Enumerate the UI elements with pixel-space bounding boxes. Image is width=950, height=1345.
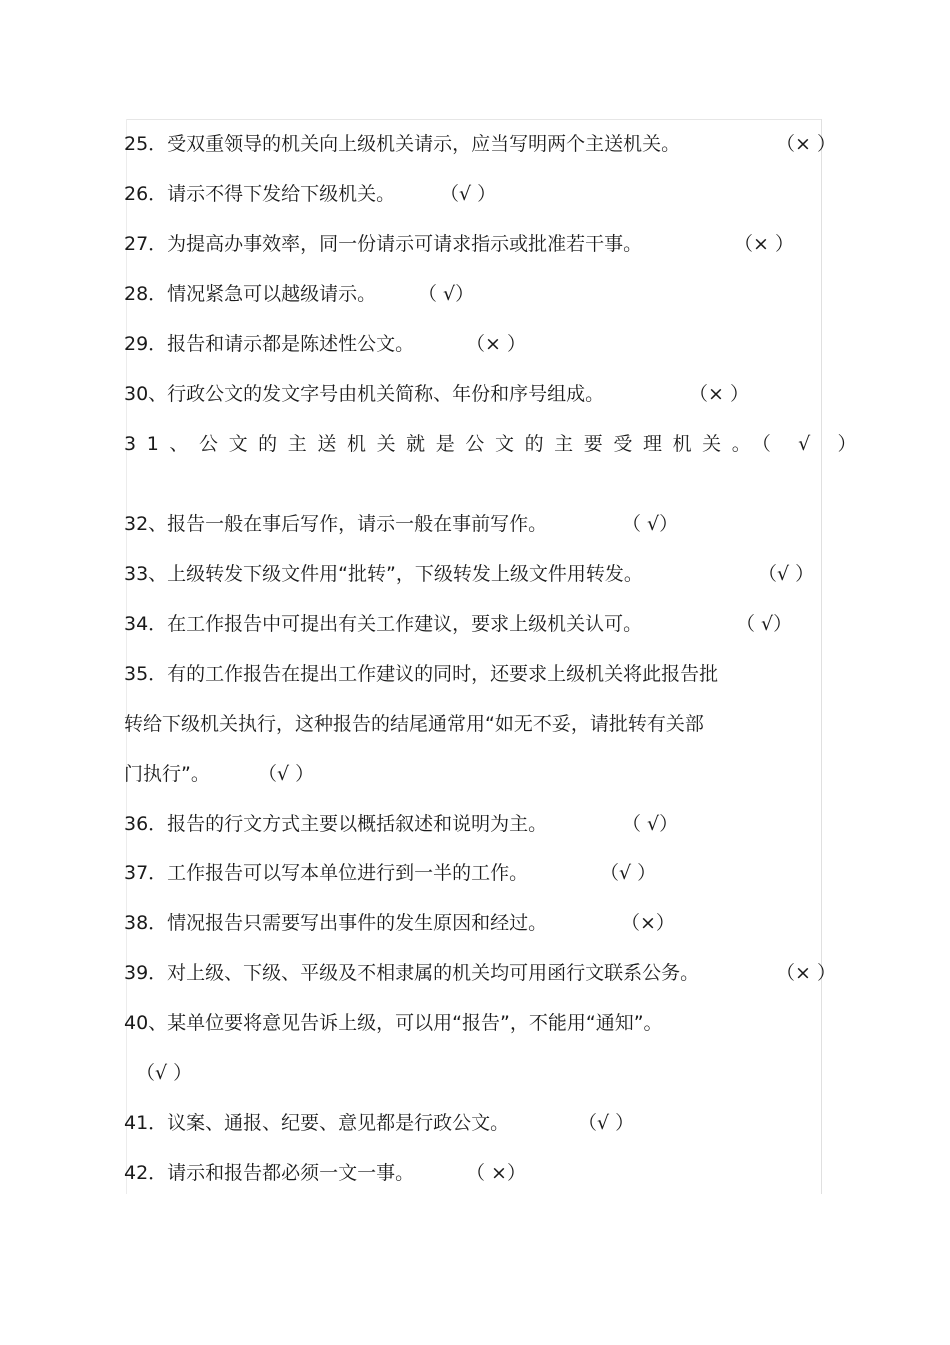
question-text: 25．受双重领导的机关向上级机关请示，应当写明两个主送机关。 xyxy=(124,133,681,155)
question-41 xyxy=(124,1110,635,1136)
question-answer: （√ ） xyxy=(758,563,815,585)
question-35-line-1 xyxy=(124,661,718,687)
question-text: 31、公文的主送机关就是公文的主要受理机关。（ √ ） xyxy=(124,433,868,455)
question-answer: （× ） xyxy=(776,962,836,984)
question-text: 28．情况紧急可以越级请示。 xyxy=(124,283,377,305)
question-text: 35．有的工作报告在提出工作建议的同时，还要求上级机关将此报告批 xyxy=(124,663,719,685)
question-answer: （ √） xyxy=(622,513,679,535)
question-30 xyxy=(124,381,749,407)
question-40-answer xyxy=(136,1060,192,1086)
question-39 xyxy=(124,960,836,986)
question-33 xyxy=(124,561,815,587)
question-answer: （ √） xyxy=(622,813,679,835)
question-36 xyxy=(124,811,679,837)
question-28 xyxy=(124,281,475,307)
question-text: 26．请示不得下发给下级机关。 xyxy=(124,183,396,205)
question-answer: （√ ） xyxy=(578,1112,635,1134)
question-text: 门执行”。 xyxy=(124,763,210,785)
question-answer: （× ） xyxy=(466,333,526,355)
question-25 xyxy=(124,131,836,157)
question-answer: （× ） xyxy=(689,383,749,405)
question-answer: （ ×） xyxy=(466,1162,526,1184)
question-answer: （× ） xyxy=(734,233,794,255)
question-text: 29．报告和请示都是陈述性公文。 xyxy=(124,333,415,355)
question-text: 39．对上级、下级、平级及不相隶属的机关均可用函行文联系公务。 xyxy=(124,962,700,984)
question-answer: （ √） xyxy=(736,613,793,635)
question-42 xyxy=(124,1160,526,1186)
page-border-right xyxy=(821,119,822,1194)
question-40 xyxy=(124,1010,663,1036)
question-text: 32、报告一般在事后写作，请示一般在事前写作。 xyxy=(124,513,548,535)
question-31 xyxy=(124,431,867,457)
question-answer: （√ ） xyxy=(136,1062,193,1084)
question-text: 34．在工作报告中可提出有关工作建议，要求上级机关认可。 xyxy=(124,613,643,635)
question-answer: （× ） xyxy=(776,133,836,155)
question-38 xyxy=(124,910,675,936)
question-text: 38．情况报告只需要写出事件的发生原因和经过。 xyxy=(124,912,548,934)
question-text: 33、上级转发下级文件用“批转”，下级转发上级文件用转发。 xyxy=(124,563,643,585)
question-text: 27．为提高办事效率，同一份请示可请求指示或批准若干事。 xyxy=(124,233,643,255)
question-35-line-3 xyxy=(124,761,315,787)
question-27 xyxy=(124,231,794,257)
question-text: 36．报告的行文方式主要以概括叙述和说明为主。 xyxy=(124,813,548,835)
question-answer: （√ ） xyxy=(258,763,315,785)
question-answer: （ √） xyxy=(418,283,475,305)
question-text: 30、行政公文的发文字号由机关简称、年份和序号组成。 xyxy=(124,383,605,405)
question-text: 42．请示和报告都必须一文一事。 xyxy=(124,1162,415,1184)
question-34 xyxy=(124,611,793,637)
question-text: 40、某单位要将意见告诉上级，可以用“报告”，不能用“通知”。 xyxy=(124,1012,663,1034)
question-32 xyxy=(124,511,679,537)
question-35-line-2 xyxy=(124,711,704,737)
question-text: 转给下级机关执行，这种报告的结尾通常用“如无不妥，请批转有关部 xyxy=(124,713,704,735)
question-26 xyxy=(124,181,497,207)
question-text: 41．议案、通报、纪要、意见都是行政公文。 xyxy=(124,1112,510,1134)
page-border-top xyxy=(126,119,822,120)
question-answer: （×） xyxy=(621,912,675,934)
question-answer: （√ ） xyxy=(600,862,657,884)
question-answer: （√ ） xyxy=(440,183,497,205)
question-37 xyxy=(124,860,657,886)
question-29 xyxy=(124,331,526,357)
question-text: 37．工作报告可以写本单位进行到一半的工作。 xyxy=(124,862,529,884)
